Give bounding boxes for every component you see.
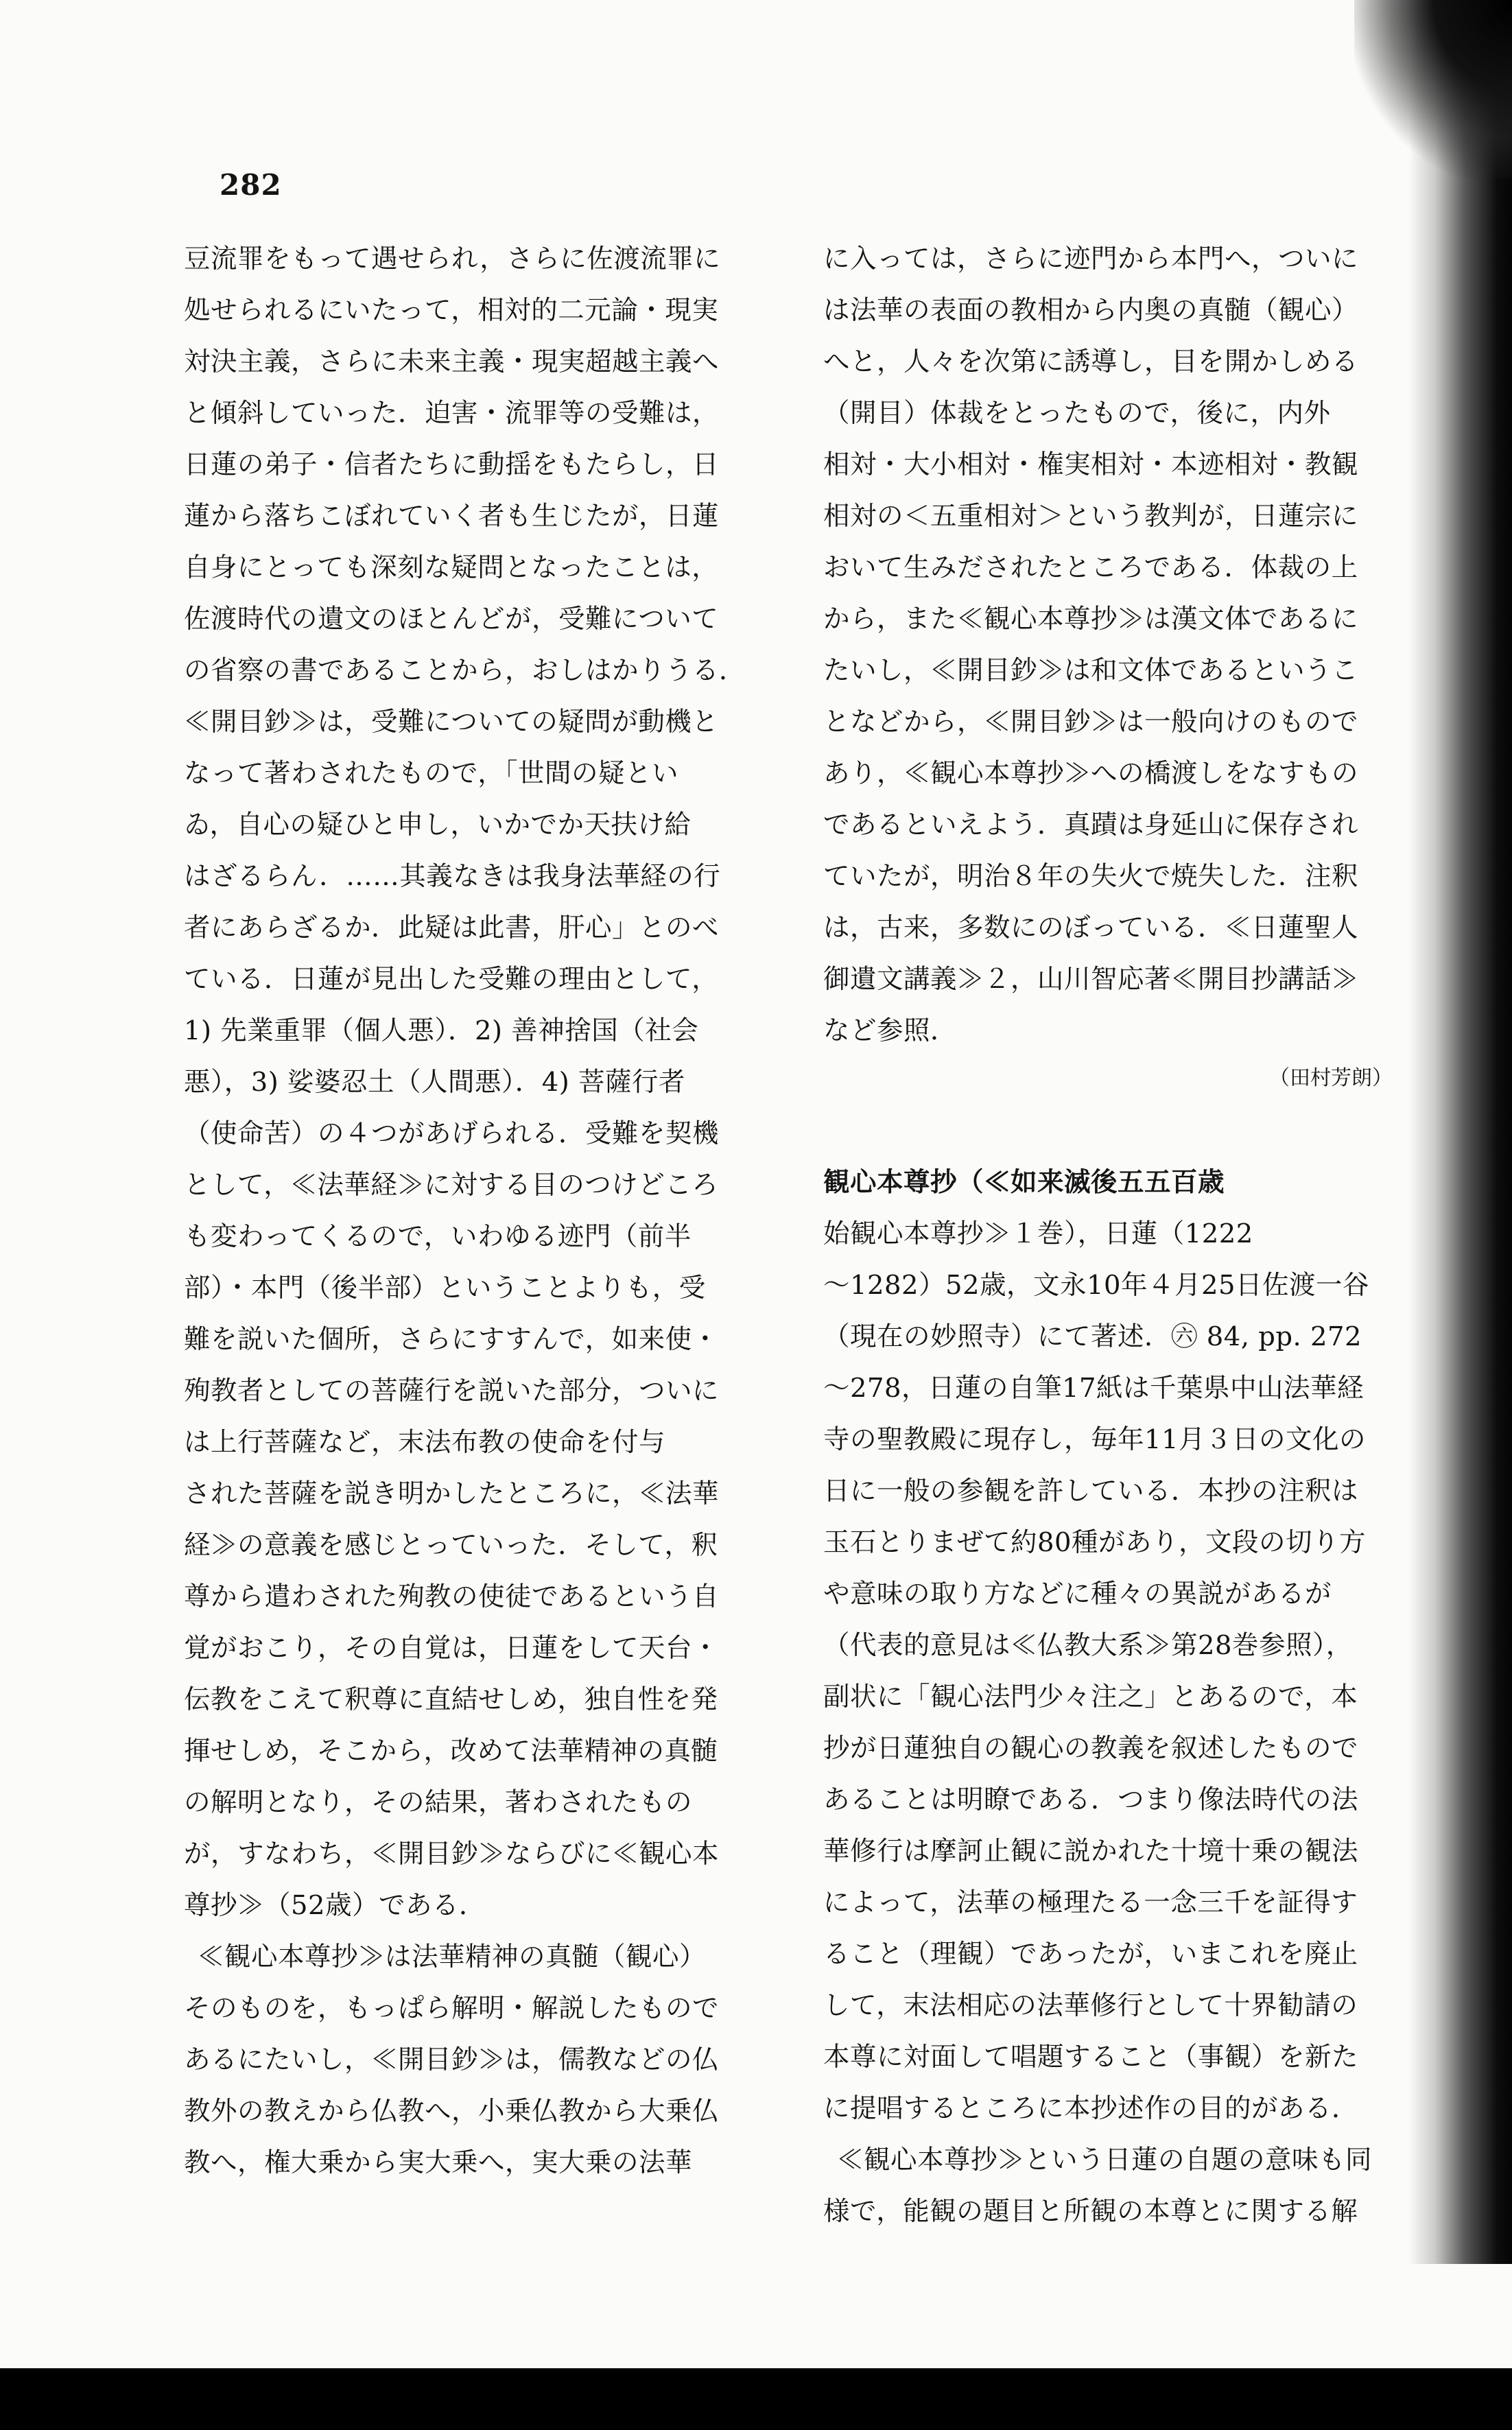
text-line: 自身にとっても深刻な疑問となったことは，	[184, 552, 719, 583]
text-line: は，古来，多数にのぼっている．≪日蓮聖人	[823, 912, 1359, 943]
text-line: 御遺文講義≫２，山川智応著≪開目抄講話≫	[823, 964, 1359, 995]
text-line: 尊抄≫（52歳）である．	[184, 1890, 486, 1921]
author-signature: （田村芳朗）	[1269, 1066, 1393, 1090]
text-line: 教へ，権大乗から実大乗へ，実大乗の法華	[184, 2147, 693, 2178]
text-line: ること（理観）であったが，いまこれを廃止	[823, 1939, 1358, 1970]
text-line: は法華の表面の教相から内奥の真髄（観心）	[823, 295, 1359, 326]
text-line: あり，≪観心本尊抄≫への橋渡しをなすもの	[823, 758, 1359, 789]
text-line: から，また≪観心本尊抄≫は漢文体であるに	[823, 604, 1359, 635]
text-line: ている．日蓮が見出した受難の理由として，	[184, 964, 719, 995]
entry-heading-line: 観心本尊抄（≪如来滅後五五百歳	[823, 1167, 1225, 1198]
page-number: 282	[220, 168, 282, 202]
text-line: 殉教者としての菩薩行を説いた部分，ついに	[184, 1376, 720, 1406]
text-line: 寺の聖教殿に現存し，毎年11月３日の文化の	[823, 1424, 1366, 1455]
text-line: 日蓮の弟子・信者たちに動揺をもたらし，日	[184, 449, 720, 480]
text-line: して，末法相応の法華修行として十界勧請の	[823, 1990, 1358, 2021]
text-line: たいし，≪開目鈔≫は和文体であるというこ	[823, 655, 1359, 686]
text-line: 教外の教えから仏教へ，小乗仏教から大乗仏	[184, 2096, 720, 2127]
text-line: ≪観心本尊抄≫は法華精神の真髄（観心）	[198, 1942, 707, 1972]
text-line: 玉石とりまぜて約80種があり，文段の切り方	[823, 1527, 1366, 1558]
text-line: として，≪法華経≫に対する目のつけどころ	[184, 1170, 719, 1201]
text-line: 華修行は摩訶止観に説かれた十境十乗の観法	[823, 1836, 1359, 1867]
text-line: 部）・本門（後半部）ということよりも，受	[184, 1273, 706, 1304]
text-line: 様で，能観の題目と所観の本尊とに関する解	[823, 2196, 1358, 2227]
text-line: 経≫の意義を感じとっていった．そして，釈	[184, 1530, 718, 1561]
text-line: （開目）体裁をとったもので，後に，内外	[823, 398, 1331, 429]
text-line: あることは明瞭である．つまり像法時代の法	[823, 1784, 1359, 1815]
scan-bottom-band	[0, 2368, 1512, 2430]
right-text-column	[823, 233, 1393, 2237]
text-line: に提唱するところに本抄述作の目的がある．	[823, 2093, 1359, 2124]
text-line: ≪観心本尊抄≫という日蓮の自題の意味も同	[837, 2145, 1373, 2175]
text-line: （使命苦）の４つがあげられる．受難を契機	[184, 1118, 720, 1149]
text-line: 処せられるにいたって，相対的二元論・現実	[184, 295, 719, 326]
text-line: 日に一般の参観を許している．本抄の注釈は	[823, 1476, 1359, 1507]
text-line: 抄が日蓮独自の観心の教義を叙述したもので	[823, 1733, 1359, 1764]
text-line: も変わってくるので，いわゆる迹門（前半	[184, 1221, 692, 1252]
left-text-column	[184, 233, 753, 2189]
text-line: によって，法華の極理たる一念三千を証得す	[823, 1887, 1358, 1918]
text-line: 対決主義，さらに未来主義・現実超越主義へ	[184, 346, 720, 377]
text-line: ≪開目鈔≫は，受難についての疑問が動機と	[184, 707, 719, 738]
text-line: 副状に「観心法門少々注之」とあるので，本	[823, 1682, 1358, 1712]
text-line: と傾斜していった．迫害・流罪等の受難は，	[184, 398, 720, 429]
text-line: となどから，≪開目鈔≫は一般向けのもので	[823, 707, 1359, 738]
text-line: ～1282）52歳，文永10年４月25日佐渡一谷	[823, 1270, 1369, 1301]
text-line: 覚がおこり，その自覚は，日蓮をして天台・	[184, 1633, 720, 1664]
text-line: 相対の＜五重相対＞という教判が，日蓮宗に	[823, 501, 1359, 532]
text-line: はざるらん．……其義なきは我身法華経の行	[184, 861, 721, 892]
text-line: へと，人々を次第に誘導し，目を開かしめる	[823, 346, 1359, 377]
scan-corner-shadow	[1354, 0, 1512, 178]
text-line: あるにたいし，≪開目鈔≫は，儒教などの仏	[184, 2044, 720, 2075]
text-line: 者にあらざるか．此疑は此書，肝心」とのべ	[184, 912, 720, 943]
text-line: 豆流罪をもって遇せられ，さらに佐渡流罪に	[184, 244, 721, 274]
text-line: 蓮から落ちこぼれていく者も生じたが，日蓮	[184, 501, 720, 532]
text-line: 悪），3) 娑婆忍土（人間悪）．4) 菩薩行者	[184, 1067, 686, 1098]
text-line: 本尊に対面して唱題すること（事観）を新た	[823, 2042, 1359, 2073]
text-line: （代表的意見は≪仏教大系≫第28巻参照），	[823, 1630, 1353, 1661]
text-line: 相対・大小相対・権実相対・本迹相対・教観	[823, 449, 1359, 480]
text-line: は上行菩薩など，末法布教の使命を付与	[184, 1427, 666, 1458]
text-line: の省察の書であることから，おしはかりうる．	[184, 655, 746, 686]
scan-edge-shadow	[1409, 0, 1512, 2264]
text-line: であるといえよう．真蹟は身延山に保存され	[823, 810, 1359, 840]
text-line: （現在の妙照寺）にて著述．㊅ 84, pp. 272	[823, 1321, 1362, 1352]
text-line: 1) 先業重罪（個人悪）．2) 善神捨国（社会	[184, 1015, 699, 1046]
text-line: ていたが，明治８年の失火で焼失した．注釈	[823, 861, 1359, 892]
text-line: ゐ，自心の疑ひと申し，いかでか天扶け給	[184, 810, 692, 840]
entry-separator	[823, 1100, 1393, 1157]
text-line: の解明となり，その結果，著わされたもの	[184, 1787, 693, 1818]
text-line: おいて生みだされたところである．体裁の上	[823, 552, 1358, 583]
text-line: 尊から遣わされた殉教の使徒であるという自	[184, 1581, 720, 1612]
text-line: 始観心本尊抄≫１巻），日蓮（1222	[823, 1218, 1253, 1249]
text-line: ～278，日蓮の自筆17紙は千葉県中山法華経	[823, 1373, 1364, 1404]
text-line: 伝教をこえて釈尊に直結せしめ，独自性を発	[184, 1684, 718, 1715]
text-line: など参照．	[823, 1015, 958, 1046]
text-line: そのものを，もっぱら解明・解説したもので	[184, 1993, 720, 2024]
text-line: や意味の取り方などに種々の異説があるが	[823, 1579, 1332, 1609]
text-line: に入っては，さらに迹門から本門へ，ついに	[823, 244, 1359, 274]
text-line: された菩薩を説き明かしたところに，≪法華	[184, 1478, 720, 1509]
text-line: 揮せしめ，そこから，改めて法華精神の真髄	[184, 1736, 718, 1767]
text-line: が，すなわち，≪開目鈔≫ならびに≪観心本	[184, 1839, 720, 1869]
text-line: なって著わされたもので，「世間の疑とい	[184, 758, 678, 789]
text-line: 難を説いた個所，さらにすすんで，如来使・	[184, 1324, 719, 1355]
text-line: 佐渡時代の遺文のほとんどが，受難について	[184, 604, 719, 635]
